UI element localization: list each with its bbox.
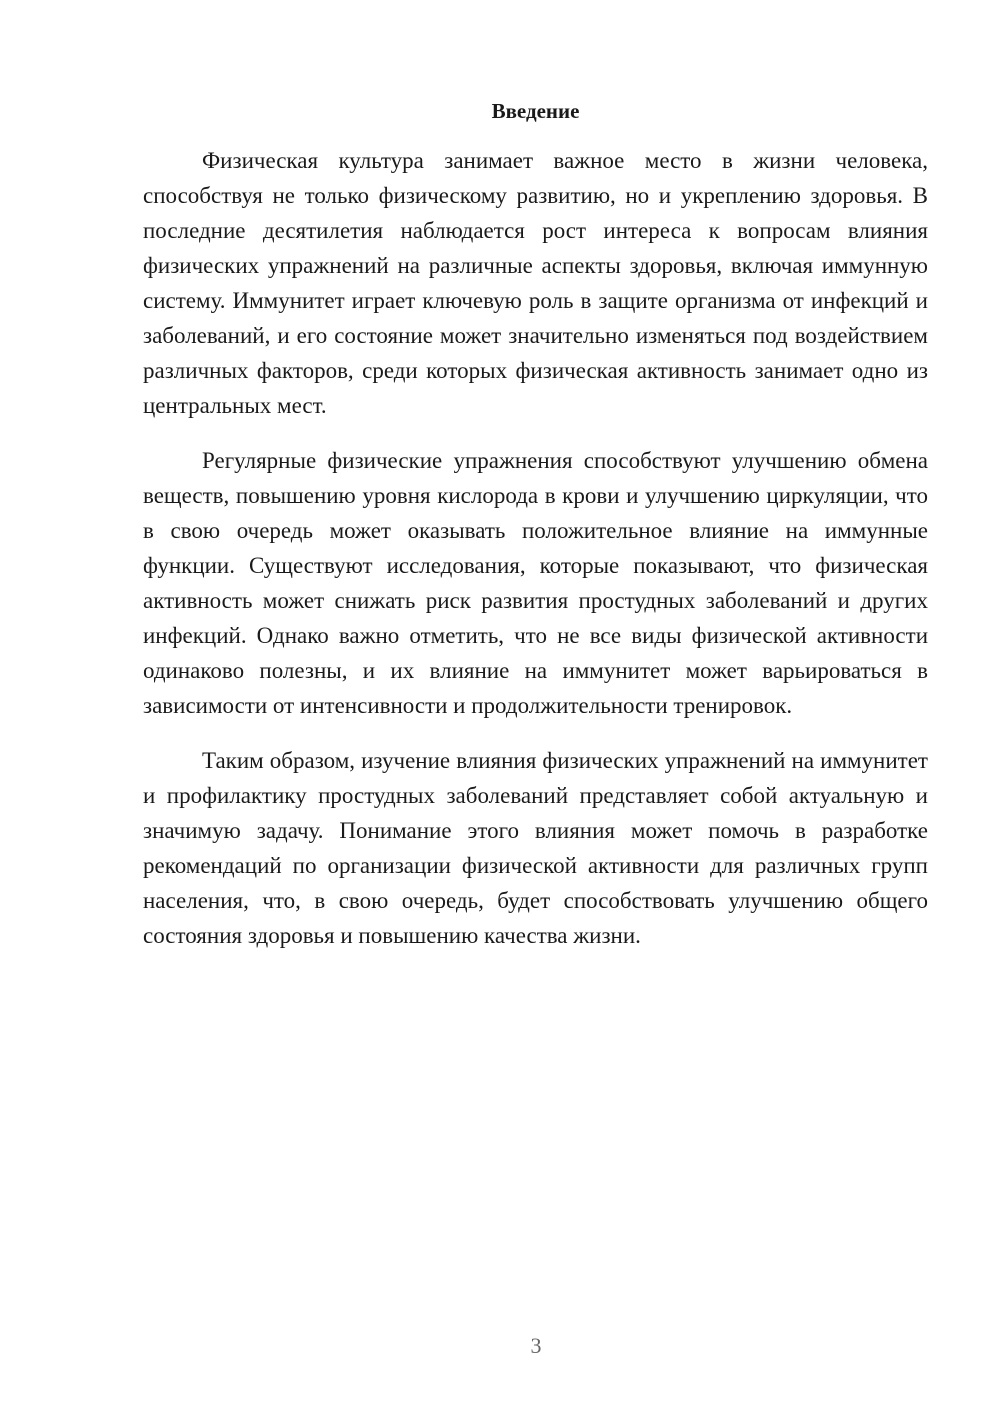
paragraph-1: Физическая культура занимает важное место в жизни человека, способствуя не только физическому развитию, но и укреплению здоровья. В последние десятилетия наблюдается рост интереса к вопросам влияния физических упражнений на различные аспекты здоровья, включая иммунную систему. Иммунитет играет ключевую роль в защите организма от инфекций и заболеваний, и его состояние может значительно изменяться под воздействием различных факторов, среди которых физическая активность занимает одно из центральных мест. xyxy=(143,148,928,418)
section-heading: Введение xyxy=(491,99,580,123)
paragraph-3: Таким образом, изучение влияния физических упражнений на иммунитет и профилактику простудных заболеваний представляет собой актуальную и значимую задачу. Понимание этого влияния может помочь в разработке рекомендаций по организации физической активности для различных групп населения, что, в свою очередь, будет способствовать улучшению общего состояния здоровья и повышению качества жизни. xyxy=(143,748,928,948)
paragraph-2: Регулярные физические упражнения способствуют улучшению обмена веществ, повышению уровня кислорода в крови и улучшению циркуляции, что в свою очередь может оказывать положительное влияние на иммунные функции. Существуют исследования, которые показывают, что физическая активность может снижать риск развития простудных заболеваний и других инфекций. Однако важно отметить, что не все виды физической активности одинаково полезны, и их влияние на иммунитет может варьироваться в зависимости от интенсивности и продолжительности тренировок. xyxy=(143,448,928,718)
page-number: 3 xyxy=(530,1333,542,1358)
body-text xyxy=(143,143,928,973)
